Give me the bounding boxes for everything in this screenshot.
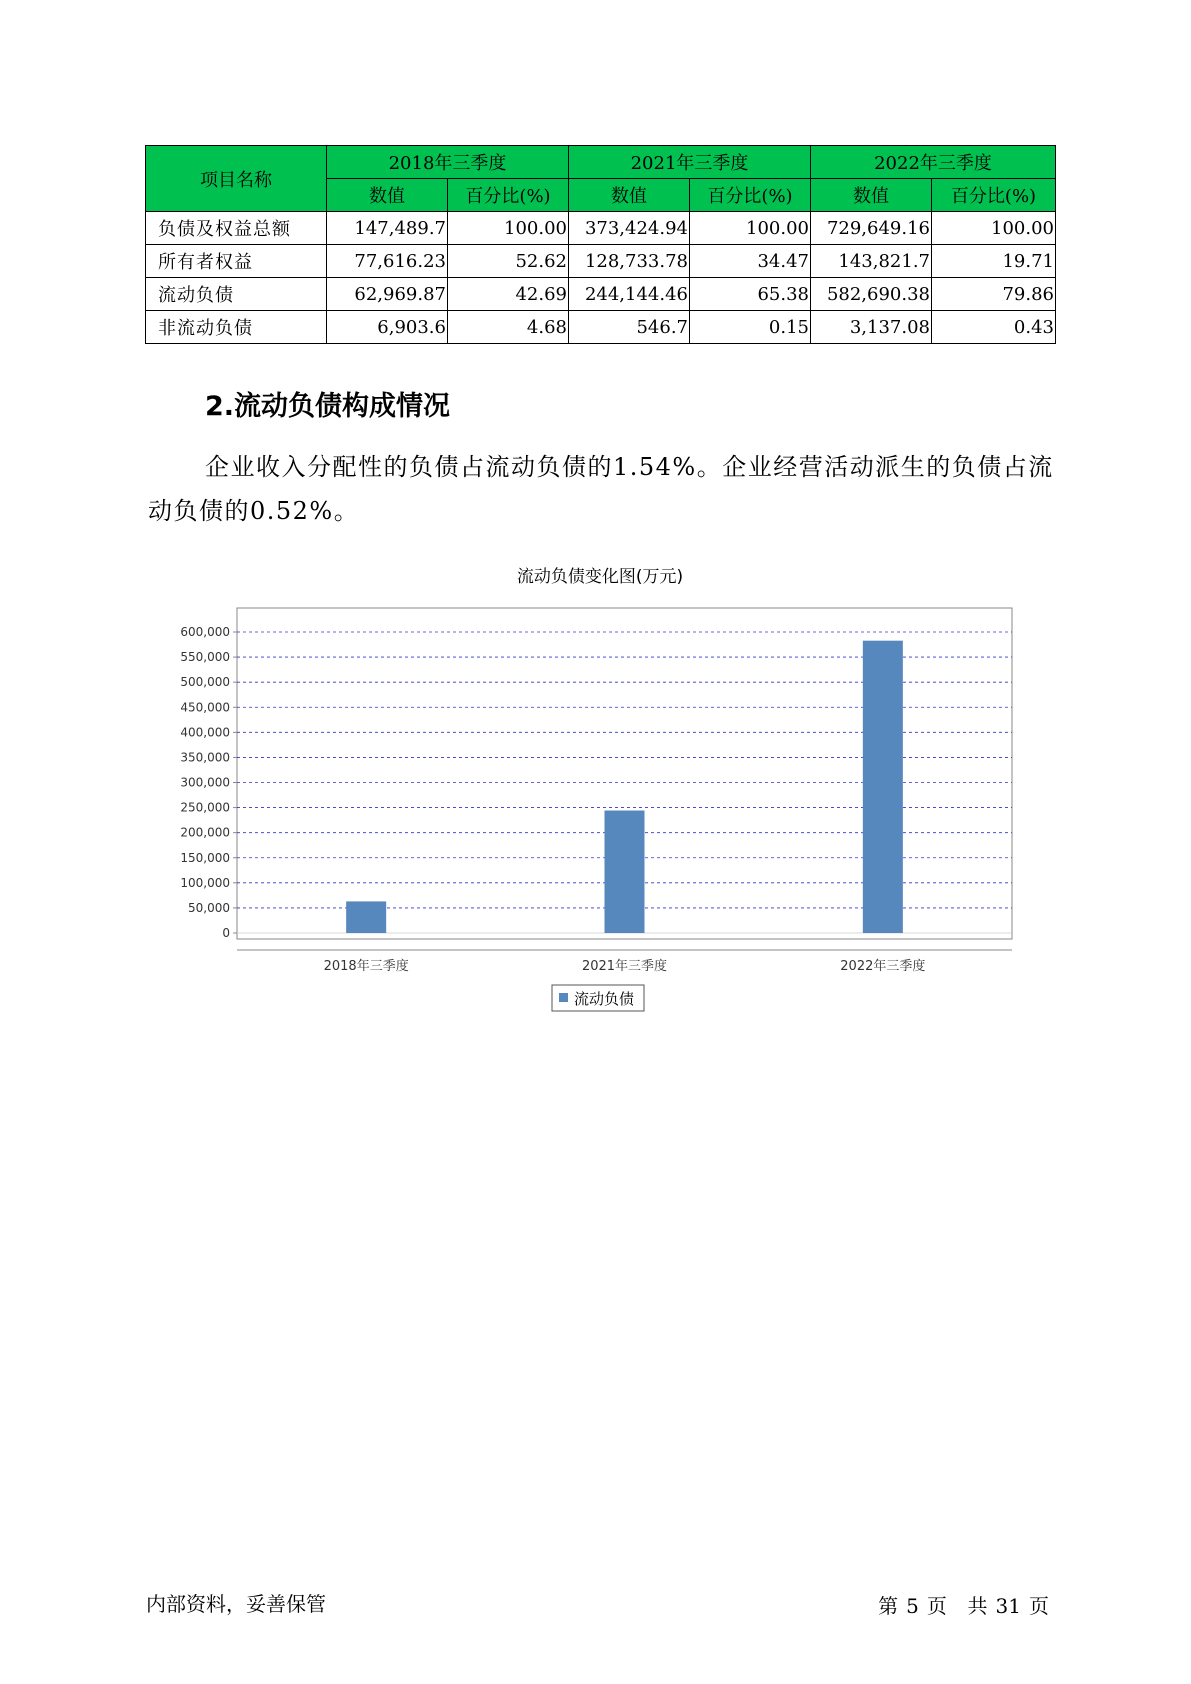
y-axis-ticks [180, 625, 237, 940]
row-label: 非流动负债 [146, 311, 327, 344]
cell-percent: 0.15 [690, 311, 811, 344]
cell-percent: 52.62 [448, 245, 569, 278]
cell-value: 128,733.78 [569, 245, 690, 278]
financial-table [145, 145, 1056, 344]
y-tick-label: 150,000 [180, 850, 230, 865]
y-tick-label: 0 [222, 926, 230, 940]
cell-value: 147,489.7 [327, 212, 448, 245]
header-percent: 百分比(%) [932, 179, 1056, 212]
y-tick-label: 400,000 [180, 725, 230, 740]
cell-percent: 65.38 [690, 278, 811, 311]
header-item-name: 项目名称 [146, 146, 327, 212]
y-tick-label: 250,000 [180, 800, 230, 815]
cell-percent: 42.69 [448, 278, 569, 311]
cell-percent: 100.00 [932, 212, 1056, 245]
x-tick-label: 2022年三季度 [840, 959, 926, 974]
cell-value: 3,137.08 [811, 311, 932, 344]
header-period: 2022年三季度 [811, 146, 1056, 179]
header-percent: 百分比(%) [690, 179, 811, 212]
cell-percent: 79.86 [932, 278, 1056, 311]
cell-value: 143,821.7 [811, 245, 932, 278]
cell-percent: 34.47 [690, 245, 811, 278]
y-tick-label: 350,000 [180, 750, 230, 765]
row-label: 流动负债 [146, 278, 327, 311]
table-row [146, 212, 1056, 245]
y-tick-label: 200,000 [180, 825, 230, 840]
bar [605, 811, 645, 933]
cell-value: 729,649.16 [811, 212, 932, 245]
y-tick-label: 50,000 [188, 900, 230, 915]
bar [863, 641, 903, 933]
table-row [146, 311, 1056, 344]
chart-title: 流动负债变化图(万元) [516, 567, 684, 587]
row-label: 负债及权益总额 [146, 212, 327, 245]
page-number [874, 1590, 1053, 1619]
cell-value: 6,903.6 [327, 311, 448, 344]
liability-bar-chart [150, 556, 1050, 1016]
bar [346, 901, 386, 933]
cell-value: 373,424.94 [569, 212, 690, 245]
page-prefix: 第 [878, 1594, 899, 1618]
header-percent: 百分比(%) [448, 179, 569, 212]
header-period: 2021年三季度 [569, 146, 811, 179]
header-value: 数值 [569, 179, 690, 212]
footer-confidential: 内部资料，妥善保管 [146, 1592, 326, 1616]
page-current: 5 [906, 1594, 919, 1618]
cell-percent: 100.00 [448, 212, 569, 245]
cell-percent: 4.68 [448, 311, 569, 344]
x-tick-label: 2021年三季度 [581, 959, 668, 974]
cell-value: 244,144.46 [569, 278, 690, 311]
x-axis-ticks [324, 958, 926, 974]
chart-legend [552, 985, 644, 1011]
section-title: 2.流动负债构成情况 [205, 391, 451, 422]
cell-value: 582,690.38 [811, 278, 932, 311]
header-value: 数值 [811, 179, 932, 212]
y-tick-label: 300,000 [180, 775, 230, 790]
cell-value: 77,616.23 [327, 245, 448, 278]
table-row [146, 245, 1056, 278]
cell-percent: 19.71 [932, 245, 1056, 278]
total-unit: 页 [1029, 1594, 1049, 1618]
x-tick-label: 2018年三季度 [323, 959, 409, 974]
y-tick-label: 600,000 [180, 625, 230, 639]
y-tick-label: 500,000 [180, 675, 230, 690]
table-row [146, 278, 1056, 311]
total-prefix: 共 [967, 1594, 988, 1618]
cell-value: 546.7 [569, 311, 690, 344]
row-label: 所有者权益 [146, 245, 327, 278]
page-total: 31 [995, 1594, 1021, 1618]
header-period: 2018年三季度 [327, 146, 569, 179]
cell-percent: 0.43 [932, 311, 1056, 344]
header-value: 数值 [327, 179, 448, 212]
cell-percent: 100.00 [690, 212, 811, 245]
legend-swatch [559, 993, 568, 1002]
y-tick-label: 550,000 [180, 650, 230, 665]
section-paragraph: 企业收入分配性的负债占流动负债的1.54%。企业经营活动派生的负债占流动负债的0.52%。 [148, 453, 1054, 525]
legend-label: 流动负债 [574, 990, 635, 1008]
y-tick-label: 450,000 [180, 700, 230, 715]
y-tick-label: 100,000 [180, 875, 230, 890]
page-unit: 页 [926, 1594, 947, 1618]
cell-value: 62,969.87 [327, 278, 448, 311]
